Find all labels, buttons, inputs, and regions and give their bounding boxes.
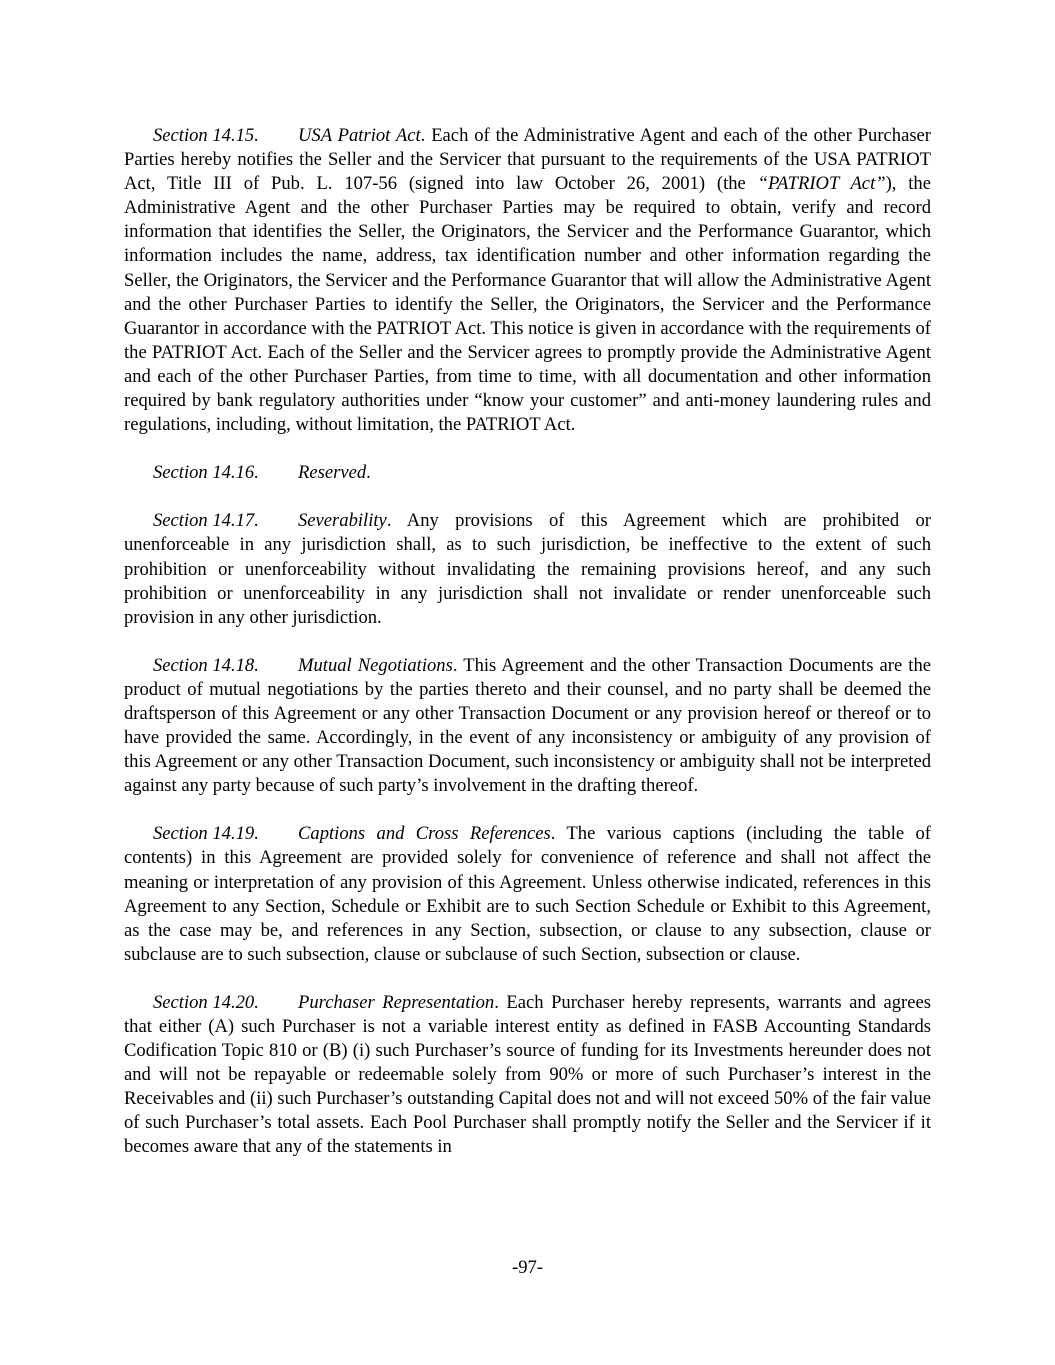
section-number: Section 14.17. bbox=[153, 510, 259, 532]
document-page bbox=[124, 124, 931, 1184]
section-14-19: Section 14.19. Captions and Cross References. The various captions (including the table of contents) in this Agreement are provided solely for convenience of reference and shall not affect the meaning or interpretation of any provision of this Agreement. Unless otherwise indicated, references in this Agreement to any Section, Schedule or Exhibit are to such Section Schedule or Exhibit to this Agreement, as the case may be, and references in any Section, subsection, or clause to any subsection, clause or subclause are to such subsection, clause or subclause of such Section, subsection or clause. bbox=[124, 823, 931, 965]
section-number: Section 14.15. bbox=[153, 125, 259, 146]
section-14-20: Section 14.20. Purchaser Representation. Each Purchaser hereby represents, warrants and agrees that either (A) such Purchaser is not a variable interest entity as defined in FASB Accounting Standards Codification Topic 810 or (B) (i) such Purchaser’s source of funding for its Investments hereunder does not and will not be repayable or redeemable solely from 90% or more of such Purchaser’s interest in the Receivables and (ii) such Purchaser’s outstanding Capital does not and will not exceed 50% of the fair value of such Purchaser’s total assets. Each Pool Purchaser shall promptly notify the Seller and the Servicer if it becomes aware that any of the statements in bbox=[124, 991, 931, 1158]
section-body: The various captions (including the table of contents) in this Agreement are provided solely for convenience of reference and shall not affect the meaning or interpretation of any provision of this Agreement. Unless otherwise indicated, references in this Agreement to any Section, Schedule or Exhibit are to such Section Schedule or Exhibit to this Agreement, as the case may be, and references in any Section, subsection, or clause to any subsection, clause or subclause are to such subsection, clause or subclause of such Section, subsection or clause. bbox=[124, 823, 931, 965]
section-14-18: Section 14.18. Mutual Negotiations. This Agreement and the other Transaction Documents are the product of mutual negotiations by the parties thereto and their counsel, and no party shall be deemed the draftsperson of this Agreement or any other Transaction Document or any provision hereof or thereof or to have provided the same. Accordingly, in the event of any inconsistency or ambiguity of any provision of this Agreement or any other Transaction Document, such inconsistency or ambiguity shall not be interpreted against any party because of such party’s involvement in the drafting thereof. bbox=[124, 654, 932, 797]
section-title: USA Patriot Act bbox=[298, 125, 421, 146]
section-title: Mutual Negotiations bbox=[298, 654, 453, 676]
section-title: Purchaser Representation bbox=[298, 991, 495, 1013]
section-number: Section 14.20. bbox=[153, 991, 259, 1013]
section-body: Any provisions of this Agreement which are prohibited or unenforceable in any jurisdiction shall, as to such jurisdiction, be ineffective to the extent of such prohibition or unenforceability without invalidating the remaining provisions hereof, and any such prohibition or unenforceability in any jurisdiction shall not invalidate or render unenforceable such provision in any other jurisdiction. bbox=[124, 510, 931, 628]
defined-term: “PATRIOT Act” bbox=[757, 173, 886, 195]
section-14-15: Section 14.15. USA Patriot Act. Each of the Administrative Agent and each of the other Purchaser Parties hereby notifies the Seller and the Servicer that pursuant to the requirements of the USA PATRIOT Act, Title III of Pub. L. 107-56 (signed into law October 26, 2001) (the “PATRIOT Act”), the Administrative Agent and the other Purchaser Parties may be required to obtain, verify and record information that identifies the Seller, the Originators, the Servicer and the Performance Guarantor, which information includes the name, address, tax identification number and other information regarding the Seller, the Originators, the Servicer and the Performance Guarantor that will allow the Administrative Agent and the other Purchaser Parties to identify the Seller, the Originators, the Servicer and the Performance Guarantor in accordance with the PATRIOT Act. This notice is given in accordance with the requirements of the PATRIOT Act. Each of the Seller and the Servicer agrees to promptly provide the Administrative Agent and each of the other Purchaser Parties, from time to time, with all documentation and other information required by bank regulatory authorities under “know your customer” and anti-money laundering rules and regulations, including, without limitation, the PATRIOT Act. bbox=[124, 125, 931, 436]
section-body: Each Purchaser hereby represents, warrants and agrees that either (A) such Purchaser is not a variable interest entity as defined in FASB Accounting Standards Codification Topic 810 or (B) (i) such Purchaser’s source of funding for its Investments hereunder does not and will not be repayable or redeemable solely from 90% or more of such Purchaser’s interest in the Receivables and (ii) such Purchaser’s outstanding Capital does not and will not exceed 50% of the fair value of such Purchaser’s total assets. Each Pool Purchaser shall promptly notify the Seller and the Servicer if it becomes aware that any of the statements in bbox=[124, 991, 931, 1158]
page-number: -97- bbox=[512, 1257, 543, 1278]
section-14-17: Section 14.17. Severability. Any provisions of this Agreement which are prohibited or unenforceable in any jurisdiction shall, as to such jurisdiction, be ineffective to the extent of such prohibition or unenforceability without invalidating the remaining provisions hereof, and any such prohibition or unenforceability in any jurisdiction shall not invalidate or render unenforceable such provision in any other jurisdiction. bbox=[124, 510, 931, 628]
section-body: This Agreement and the other Transaction Documents are the product of mutual negotiations by the parties thereto and their counsel, and no party shall be deemed the draftsperson of this Agreement or any other Transaction Document or any provision hereof or thereof or to have provided the same. Accordingly, in the event of any inconsistency or ambiguity of any provision of this Agreement or any other Transaction Document, such inconsistency or ambiguity shall not be interpreted against any party because of such party’s involvement in the drafting thereof. bbox=[124, 654, 932, 797]
section-title: Reserved bbox=[298, 462, 367, 484]
section-title: Severability bbox=[298, 510, 387, 532]
section-14-16: Section 14.16. Reserved. bbox=[124, 461, 931, 485]
section-number: Section 14.16. bbox=[153, 462, 259, 484]
section-number: Section 14.18. bbox=[153, 654, 259, 676]
section-number: Section 14.19. bbox=[153, 823, 259, 845]
section-body: ), the Administrative Agent and the other Purchaser Parties may be required to obtain, verify and record information that identifies the Seller, the Originators, the Servicer and the Performance Guarantor, which information includes the name, address, tax identification number and other information regarding the Seller, the Originators, the Servicer and the Performance Guarantor that will allow the Administrative Agent and the other Purchaser Parties to identify the Seller, the Originators, the Servicer and the Performance Guarantor in accordance with the PATRIOT Act. This notice is given in accordance with the requirements of the PATRIOT Act. Each of the Seller and the Servicer agrees to promptly provide the Administrative Agent and each of the other Purchaser Parties, from time to time, with all documentation and other information required by bank regulatory authorities under “know your customer” and anti-money laundering rules and regulations, including, without limitation, the PATRIOT Act. bbox=[124, 173, 931, 436]
section-title: Captions and Cross References bbox=[298, 823, 551, 845]
section-body: Each of the Administrative Agent and each of the other Purchaser Parties hereby notifies the Seller and the Servicer that pursuant to the requirements of the USA PATRIOT Act, Title III of Pub. L. 107-56 (signed into law October 26, 2001) (the bbox=[124, 125, 931, 195]
